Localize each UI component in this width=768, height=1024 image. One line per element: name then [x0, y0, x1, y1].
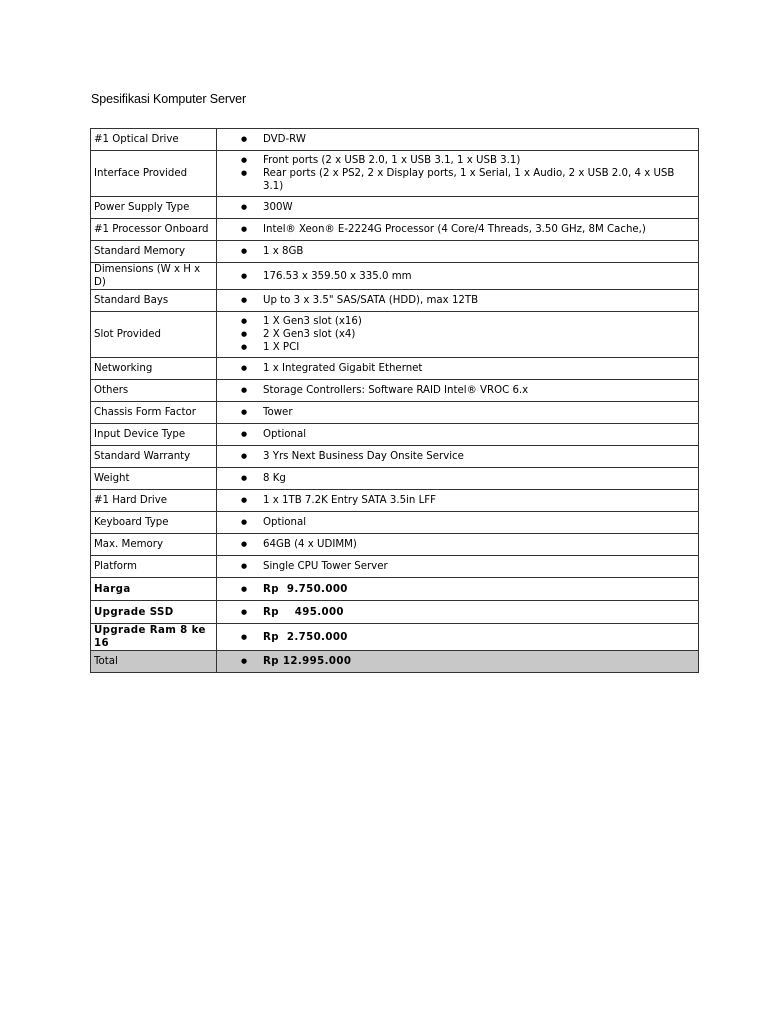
- price-label-cell: [91, 578, 217, 601]
- total-label: Total: [94, 656, 118, 667]
- spec-value-list: [220, 403, 695, 422]
- spec-label: Weight: [94, 473, 130, 484]
- spec-label: Standard Memory: [94, 246, 186, 257]
- spec-label: #1 Optical Drive: [94, 134, 179, 145]
- price-label-cell: [91, 624, 217, 651]
- spec-value-cell: [217, 197, 699, 219]
- spec-label-cell: [91, 446, 217, 468]
- price-value-list: [220, 580, 695, 599]
- price-label-cell: [91, 601, 217, 624]
- spec-value-cell: [217, 241, 699, 263]
- spec-label: #1 Hard Drive: [94, 495, 168, 506]
- spec-value-list: [220, 130, 695, 149]
- spec-value-item: ● Front ports (2 x USB 2.0, 1 x USB 3.1, 1 x USB 3.1): [220, 154, 695, 167]
- spec-table: [90, 128, 699, 673]
- spec-value-item: ● 2 X Gen3 slot (x4): [220, 328, 695, 341]
- spec-value-list: [220, 220, 695, 239]
- spec-label-cell: [91, 290, 217, 312]
- spec-label: Max. Memory: [94, 539, 163, 550]
- spec-value-cell: [217, 263, 699, 290]
- spec-value-cell: [217, 468, 699, 490]
- spec-value-item: ● 3 Yrs Next Business Day Onsite Service: [220, 450, 695, 463]
- spec-label-cell: [91, 534, 217, 556]
- spec-value-cell: [217, 290, 699, 312]
- spec-value-list: [220, 198, 695, 217]
- spec-label-cell: [91, 556, 217, 578]
- spec-row: [91, 380, 699, 402]
- spec-value-cell: [217, 490, 699, 512]
- spec-value-item: ● Optional: [220, 516, 695, 529]
- spec-label-cell: [91, 219, 217, 241]
- spec-label-cell: [91, 424, 217, 446]
- spec-label-cell: [91, 151, 217, 197]
- spec-value-list: [220, 312, 695, 357]
- spec-row: [91, 512, 699, 534]
- price-row: [91, 624, 699, 651]
- total-row: [91, 651, 699, 673]
- spec-row: [91, 556, 699, 578]
- price-value-cell: [217, 578, 699, 601]
- spec-row: [91, 534, 699, 556]
- spec-label: Standard Warranty: [94, 451, 191, 462]
- spec-value-list: [220, 359, 695, 378]
- spec-label-cell: [91, 312, 217, 358]
- price-label: Harga: [94, 583, 131, 595]
- spec-row: [91, 197, 699, 219]
- spec-value-list: [220, 381, 695, 400]
- spec-table-body: [91, 129, 699, 673]
- spec-value-cell: [217, 402, 699, 424]
- spec-value-item: ● 1 X PCI: [220, 341, 695, 354]
- spec-label: Standard Bays: [94, 295, 169, 306]
- spec-value-cell: [217, 512, 699, 534]
- spec-value-cell: [217, 312, 699, 358]
- total-value-list: [220, 652, 695, 671]
- price-value-cell: [217, 624, 699, 651]
- price-label: Upgrade Ram 8 ke 16: [94, 625, 206, 649]
- spec-value-item: ● 1 X Gen3 slot (x16): [220, 315, 695, 328]
- spec-label: Input Device Type: [94, 429, 186, 440]
- spec-value-item: ● 176.53 x 359.50 x 335.0 mm: [220, 270, 695, 283]
- spec-row: [91, 263, 699, 290]
- price-value-cell: [217, 601, 699, 624]
- spec-value-list: [220, 513, 695, 532]
- total-value-cell: [217, 651, 699, 673]
- spec-row: [91, 151, 699, 197]
- spec-value-cell: [217, 556, 699, 578]
- spec-value-item: ● 1 x 1TB 7.2K Entry SATA 3.5in LFF: [220, 494, 695, 507]
- spec-label-cell: [91, 241, 217, 263]
- spec-row: [91, 490, 699, 512]
- spec-label-cell: [91, 512, 217, 534]
- spec-label: Platform: [94, 561, 137, 572]
- spec-label-cell: [91, 380, 217, 402]
- total-label-cell: [91, 651, 217, 673]
- spec-value-list: [220, 425, 695, 444]
- spec-row: [91, 446, 699, 468]
- spec-value-cell: [217, 380, 699, 402]
- spec-value-item: ● DVD-RW: [220, 133, 695, 146]
- spec-row: [91, 312, 699, 358]
- spec-row: [91, 219, 699, 241]
- spec-value-list: [220, 267, 695, 286]
- spec-label: Networking: [94, 363, 153, 374]
- spec-value-item: ● Storage Controllers: Software RAID Intel® VROC 6.x: [220, 384, 695, 397]
- spec-value-list: [220, 447, 695, 466]
- spec-row: [91, 358, 699, 380]
- spec-row: [91, 290, 699, 312]
- spec-value-cell: [217, 219, 699, 241]
- spec-label: #1 Processor Onboard: [94, 224, 209, 235]
- spec-value-item: ● Tower: [220, 406, 695, 419]
- spec-label: Interface Provided: [94, 168, 188, 179]
- spec-row: [91, 241, 699, 263]
- price-row: [91, 601, 699, 624]
- document-title: Spesifikasi Komputer Server: [91, 92, 247, 106]
- spec-label: Power Supply Type: [94, 202, 190, 213]
- spec-value-item: ● Optional: [220, 428, 695, 441]
- spec-value-list: [220, 535, 695, 554]
- spec-label: Chassis Form Factor: [94, 407, 196, 418]
- spec-row: [91, 129, 699, 151]
- spec-label: Slot Provided: [94, 329, 161, 340]
- total-value: ● Rp 12.995.000: [220, 655, 695, 668]
- spec-value-item: ● 8 Kg: [220, 472, 695, 485]
- price-row: [91, 578, 699, 601]
- price-value: ● Rp 495.000: [220, 606, 695, 619]
- spec-label-cell: [91, 197, 217, 219]
- spec-label: Keyboard Type: [94, 517, 169, 528]
- spec-value-cell: [217, 424, 699, 446]
- price-value-list: [220, 628, 695, 647]
- spec-value-item: ● 1 x 8GB: [220, 245, 695, 258]
- spec-value-item: ● 64GB (4 x UDIMM): [220, 538, 695, 551]
- spec-value-cell: [217, 358, 699, 380]
- spec-label-cell: [91, 358, 217, 380]
- spec-value-item: ● 300W: [220, 201, 695, 214]
- spec-label: Dimensions (W x H x D): [94, 264, 201, 288]
- spec-row: [91, 468, 699, 490]
- spec-value-list: [220, 469, 695, 488]
- spec-label: Others: [94, 385, 129, 396]
- spec-label-cell: [91, 129, 217, 151]
- spec-value-cell: [217, 534, 699, 556]
- price-value-list: [220, 603, 695, 622]
- price-value: ● Rp 2.750.000: [220, 631, 695, 644]
- spec-value-item: ● Intel® Xeon® E-2224G Processor (4 Core/4 Threads, 3.50 GHz, 8M Cache,): [220, 223, 695, 236]
- spec-value-item: ● Single CPU Tower Server: [220, 560, 695, 573]
- spec-value-item: ● 1 x Integrated Gigabit Ethernet: [220, 362, 695, 375]
- spec-value-list: [220, 557, 695, 576]
- spec-label-cell: [91, 402, 217, 424]
- spec-value-list: [220, 242, 695, 261]
- spec-value-list: [220, 291, 695, 310]
- spec-value-cell: [217, 446, 699, 468]
- spec-label-cell: [91, 263, 217, 290]
- spec-value-item: ● Rear ports (2 x PS2, 2 x Display ports, 1 x Serial, 1 x Audio, 2 x USB 2.0, 4 x USB 3.1): [220, 167, 695, 193]
- spec-value-list: [220, 491, 695, 510]
- spec-label-cell: [91, 490, 217, 512]
- price-label: Upgrade SSD: [94, 606, 174, 618]
- spec-value-cell: [217, 151, 699, 197]
- spec-label-cell: [91, 468, 217, 490]
- spec-row: [91, 424, 699, 446]
- spec-value-item: ● Up to 3 x 3.5" SAS/SATA (HDD), max 12TB: [220, 294, 695, 307]
- spec-row: [91, 402, 699, 424]
- price-value: ● Rp 9.750.000: [220, 583, 695, 596]
- spec-value-cell: [217, 129, 699, 151]
- spec-value-list: [220, 151, 695, 196]
